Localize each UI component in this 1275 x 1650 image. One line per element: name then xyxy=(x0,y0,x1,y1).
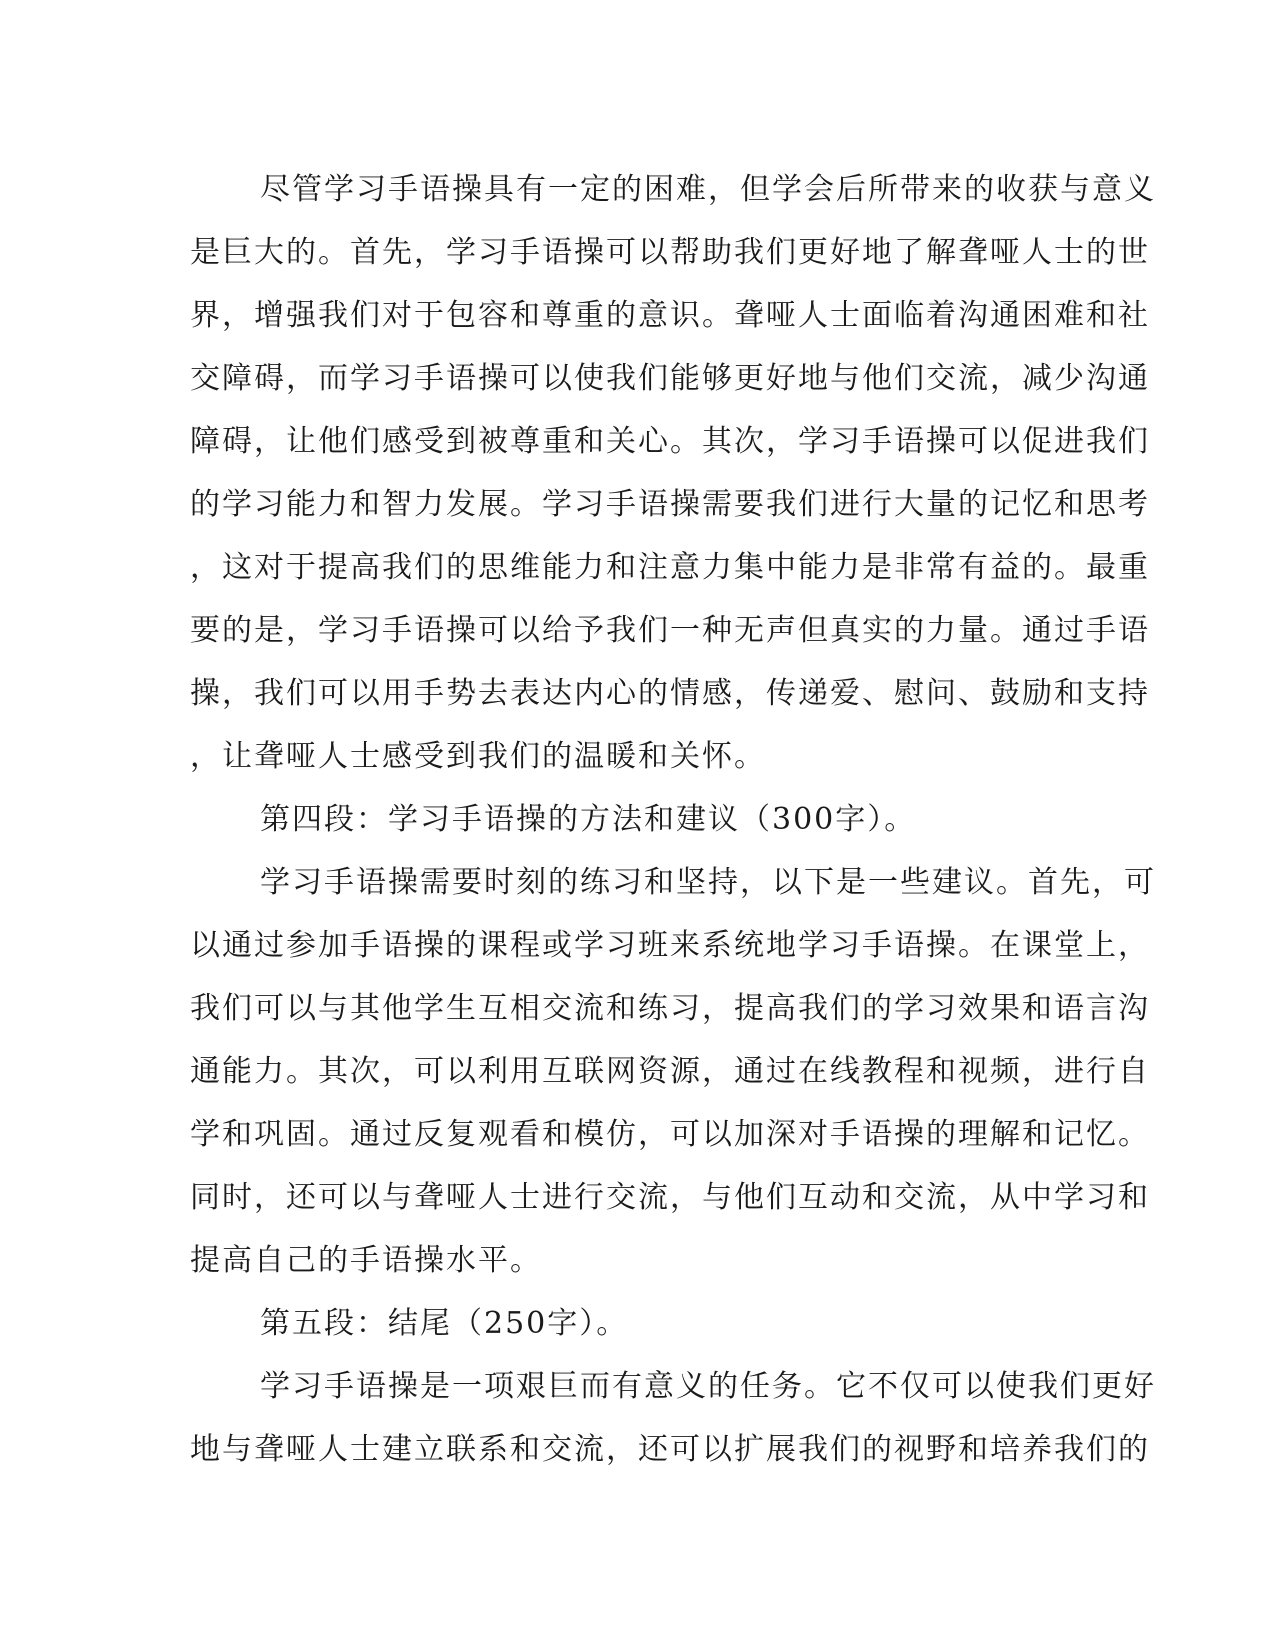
paragraph-line: 界，增强我们对于包容和尊重的意识。聋哑人士面临着沟通困难和社 xyxy=(190,298,1150,333)
body-text xyxy=(190,158,1156,1481)
paragraph-line: 学习手语操是一项艰巨而有意义的任务。它不仅可以使我们更好 xyxy=(260,1369,1156,1404)
paragraph-line: 尽管学习手语操具有一定的困难，但学会后所带来的收获与意义 xyxy=(260,172,1156,207)
paragraph-line: 操，我们可以用手势去表达内心的情感，传递爱、慰问、鼓励和支持 xyxy=(190,676,1150,711)
section-heading: 第五段：结尾（250字）。 xyxy=(260,1306,629,1341)
paragraph-line: 同时，还可以与聋哑人士进行交流，与他们互动和交流，从中学习和 xyxy=(190,1180,1150,1215)
paragraph-line: 以通过参加手语操的课程或学习班来系统地学习手语操。在课堂上， xyxy=(190,928,1150,963)
paragraph-line: 障碍，让他们感受到被尊重和关心。其次，学习手语操可以促进我们 xyxy=(190,424,1150,459)
paragraph-line: ，这对于提高我们的思维能力和注意力集中能力是非常有益的。最重 xyxy=(190,550,1150,585)
paragraph-line: 是巨大的。首先，学习手语操可以帮助我们更好地了解聋哑人士的世 xyxy=(190,235,1150,270)
paragraph-line: 学习手语操需要时刻的练习和坚持，以下是一些建议。首先，可 xyxy=(260,865,1156,900)
paragraph-line: 的学习能力和智力发展。学习手语操需要我们进行大量的记忆和思考 xyxy=(190,487,1150,522)
paragraph-line: 交障碍，而学习手语操可以使我们能够更好地与他们交流，减少沟通 xyxy=(190,361,1150,396)
section-heading: 第四段：学习手语操的方法和建议（300字）。 xyxy=(260,802,917,837)
paragraph-line: 提高自己的手语操水平。 xyxy=(190,1243,542,1278)
paragraph-line: ，让聋哑人士感受到我们的温暖和关怀。 xyxy=(190,739,766,774)
paragraph-line: 通能力。其次，可以利用互联网资源，通过在线教程和视频，进行自 xyxy=(190,1054,1150,1089)
paragraph-line: 学和巩固。通过反复观看和模仿，可以加深对手语操的理解和记忆。 xyxy=(190,1117,1150,1152)
paragraph-line: 我们可以与其他学生互相交流和练习，提高我们的学习效果和语言沟 xyxy=(190,991,1150,1026)
paragraph-line: 地与聋哑人士建立联系和交流，还可以扩展我们的视野和培养我们的 xyxy=(190,1432,1150,1467)
paragraph-line: 要的是，学习手语操可以给予我们一种无声但真实的力量。通过手语 xyxy=(190,613,1150,648)
